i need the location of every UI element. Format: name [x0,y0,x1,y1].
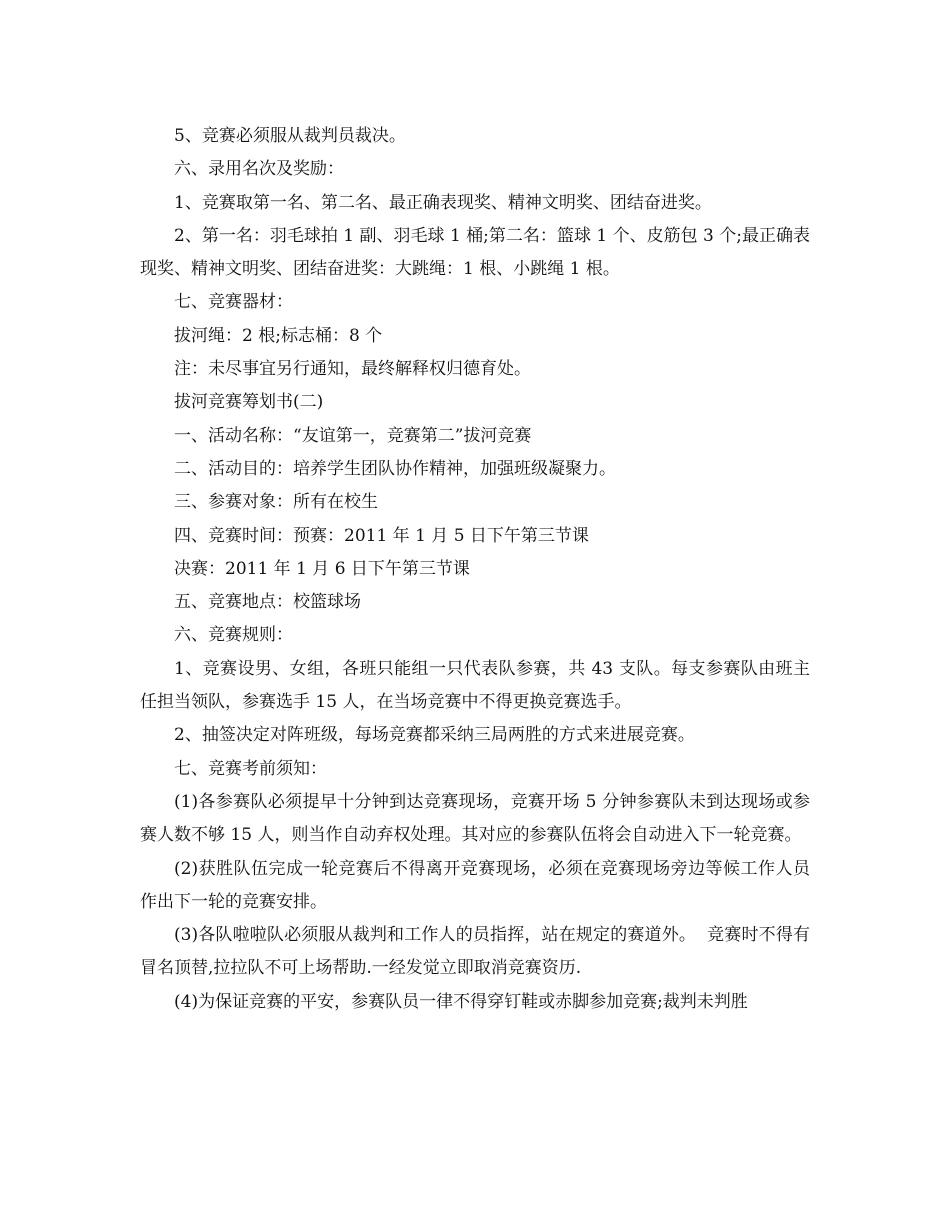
section-heading: 一、活动名称：“友谊第一，竞赛第二”拔河竞赛 [174,425,532,446]
paragraph: 1、竞赛取第一名、第二名、最正确表现奖、精神文明奖、团结奋进奖。 [174,192,712,213]
paragraph: (4)为保证竞赛的平安，参赛队员一律不得穿钉鞋或赤脚参加竞赛;裁判未判胜 [174,991,748,1012]
paragraph: 注：未尽事宜另行通知，最终解释权归德育处。 [174,359,531,380]
paragraph: 1、竞赛设男、女组，各班只能组一只代表队参赛，共 43 支队。每支参赛队由班主任担当领队，参赛选手 15 人，在当场竞赛中不得更换竞赛选手。 [140,658,810,713]
document-body [140,120,810,1019]
document-subtitle: 拔河竞赛筹划书(二) [174,392,324,413]
section-heading: 四、竞赛时间：预赛：2011 年 1 月 5 日下午第三节课 [174,525,589,546]
paragraph: (3)各队啦啦队必须服从裁判和工作人的员指挥，站在规定的赛道外。 竞赛时不得有冒名顶替,拉拉队不可上场帮助.一经发觉立即取消竞赛资历. [140,925,810,979]
paragraph: 2、抽签决定对阵班级，每场竞赛都采纳三局两胜的方式来进展竞赛。 [174,725,695,746]
section-heading: 二、活动目的：培养学生团队协作精神，加强班级凝聚力。 [174,458,616,479]
section-heading: 六、录用名次及奖励： [174,159,344,180]
paragraph: (2)获胜队伍完成一轮竞赛后不得离开竞赛现场，必须在竞赛现场旁边等候工作人员作出下一轮的竞赛安排。 [140,858,810,912]
section-heading: 七、竞赛器材： [174,292,293,313]
paragraph: 拔河绳：2 根;标志桶：8 个 [174,325,383,346]
section-heading: 七、竞赛考前须知： [174,758,327,779]
section-heading: 六、竞赛规则： [174,625,293,646]
paragraph: 2、第一名：羽毛球拍 1 副、羽毛球 1 桶;第二名：篮球 1 个、皮筋包 3 个;最正确表现奖、精神文明奖、团结奋进奖：大跳绳：1 根、小跳绳 1 根。 [140,225,810,280]
section-heading: 五、竞赛地点：校篮球场 [174,592,361,613]
paragraph: 5、竞赛必须服从裁判员裁决。 [174,126,406,146]
paragraph: (1)各参赛队必须提早十分钟到达竞赛现场，竞赛开场 5 分钟参赛队未到达现场或参赛人数不够 15 人，则当作自动弃权处理。其对应的参赛队伍将会自动进入下一轮竞赛。 [140,791,810,846]
section-heading: 三、参赛对象：所有在校生 [174,492,378,513]
paragraph: 决赛：2011 年 1 月 6 日下午第三节课 [174,558,470,579]
